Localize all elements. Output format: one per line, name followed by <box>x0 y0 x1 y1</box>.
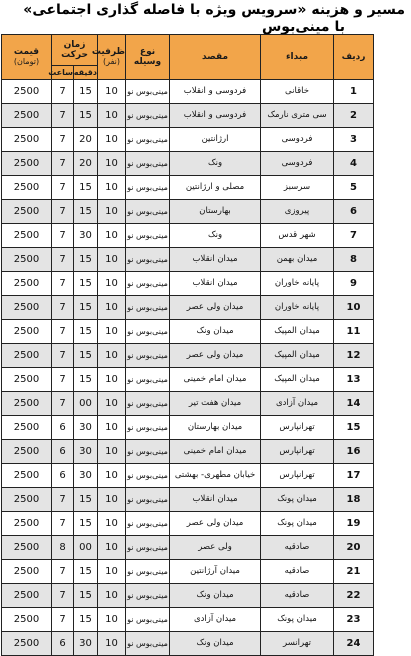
row-capacity: 10 <box>98 440 126 464</box>
row-price: 2500 <box>2 392 52 416</box>
row-number: 22 <box>334 584 374 608</box>
row-number: 3 <box>334 128 374 152</box>
row-maghsad: میدان انقلاب <box>170 272 261 296</box>
row-mabda: صادقیه <box>261 560 334 584</box>
row-price: 2500 <box>2 80 52 104</box>
row-hour: 7 <box>52 560 74 584</box>
header-time: زمان حرکت <box>52 35 98 66</box>
table-row <box>2 104 374 128</box>
row-capacity: 10 <box>98 104 126 128</box>
row-hour: 6 <box>52 416 74 440</box>
row-price: 2500 <box>2 296 52 320</box>
row-mabda: میدان المپیک <box>261 344 334 368</box>
header-minute: دقیقه <box>74 66 98 80</box>
row-minute: 30 <box>74 464 98 488</box>
table-row <box>2 248 374 272</box>
table-row <box>2 560 374 584</box>
row-vehicle: مینی‌بوس نو <box>126 152 170 176</box>
header-mabda: مبداء <box>261 35 334 80</box>
row-minute: 00 <box>74 536 98 560</box>
table-row <box>2 152 374 176</box>
row-hour: 7 <box>52 296 74 320</box>
row-price: 2500 <box>2 488 52 512</box>
row-maghsad: میدان ولی عصر <box>170 344 261 368</box>
row-price: 2500 <box>2 632 52 656</box>
row-minute: 20 <box>74 152 98 176</box>
header-price <box>2 35 52 80</box>
row-maghsad: میدان ونک <box>170 632 261 656</box>
row-price: 2500 <box>2 464 52 488</box>
table-row <box>2 512 374 536</box>
row-capacity: 10 <box>98 416 126 440</box>
row-hour: 7 <box>52 512 74 536</box>
row-capacity: 10 <box>98 320 126 344</box>
row-minute: 15 <box>74 104 98 128</box>
title-line-2: با مینی‌بوس <box>261 19 345 35</box>
row-mabda: صادقیه <box>261 584 334 608</box>
table-row <box>2 80 374 104</box>
row-capacity: 10 <box>98 200 126 224</box>
row-vehicle: مینی‌بوس نو <box>126 344 170 368</box>
row-minute: 15 <box>74 584 98 608</box>
row-number: 5 <box>334 176 374 200</box>
row-minute: 15 <box>74 200 98 224</box>
row-hour: 7 <box>52 104 74 128</box>
row-mabda: فردوسی <box>261 152 334 176</box>
row-price: 2500 <box>2 248 52 272</box>
row-hour: 6 <box>52 632 74 656</box>
row-mabda: سی متری نارمک <box>261 104 334 128</box>
row-mabda: میدان المپیک <box>261 368 334 392</box>
row-vehicle: مینی‌بوس نو <box>126 416 170 440</box>
row-maghsad: میدان ونک <box>170 584 261 608</box>
header-capacity-unit: (نفر) <box>103 57 120 66</box>
row-vehicle: مینی‌بوس نو <box>126 584 170 608</box>
row-number: 1 <box>334 80 374 104</box>
row-vehicle: مینی‌بوس نو <box>126 488 170 512</box>
row-hour: 7 <box>52 488 74 512</box>
row-vehicle: مینی‌بوس نو <box>126 104 170 128</box>
row-number: 13 <box>334 368 374 392</box>
table-row <box>2 488 374 512</box>
row-mabda: میدان پونک <box>261 512 334 536</box>
header-price-unit: (تومان) <box>13 57 40 66</box>
row-mabda: فردوسی <box>261 128 334 152</box>
row-vehicle: مینی‌بوس نو <box>126 608 170 632</box>
row-minute: 15 <box>74 560 98 584</box>
row-hour: 7 <box>52 368 74 392</box>
row-maghsad: ونک <box>170 224 261 248</box>
row-price: 2500 <box>2 560 52 584</box>
document-title <box>0 0 411 34</box>
row-price: 2500 <box>2 512 52 536</box>
row-capacity: 10 <box>98 536 126 560</box>
row-maghsad: ارژانتین <box>170 128 261 152</box>
title-line-1: مسیر و هزینه «سرویس ویژه با فاصله گذاری اجتماعی» <box>23 2 405 18</box>
header-vehicle: نوع وسیله <box>126 35 170 80</box>
row-mabda: تهرانپارس <box>261 416 334 440</box>
header-radif: ردیف <box>334 35 374 80</box>
table-row <box>2 392 374 416</box>
row-maghsad: میدان ونک <box>170 320 261 344</box>
row-price: 2500 <box>2 224 52 248</box>
row-maghsad: میدان بهارستان <box>170 416 261 440</box>
row-vehicle: مینی‌بوس نو <box>126 128 170 152</box>
table-row <box>2 368 374 392</box>
row-hour: 7 <box>52 176 74 200</box>
row-vehicle: مینی‌بوس نو <box>126 224 170 248</box>
row-mabda: صادقیه <box>261 536 334 560</box>
row-price: 2500 <box>2 368 52 392</box>
row-mabda: میدان المپیک <box>261 320 334 344</box>
row-price: 2500 <box>2 608 52 632</box>
row-number: 24 <box>334 632 374 656</box>
row-capacity: 10 <box>98 392 126 416</box>
row-vehicle: مینی‌بوس نو <box>126 272 170 296</box>
row-maghsad: فردوسی و انقلاب <box>170 80 261 104</box>
row-number: 19 <box>334 512 374 536</box>
table-row <box>2 128 374 152</box>
row-minute: 15 <box>74 296 98 320</box>
row-capacity: 10 <box>98 488 126 512</box>
row-vehicle: مینی‌بوس نو <box>126 320 170 344</box>
row-minute: 15 <box>74 176 98 200</box>
row-vehicle: مینی‌بوس نو <box>126 440 170 464</box>
row-vehicle: مینی‌بوس نو <box>126 392 170 416</box>
row-hour: 8 <box>52 536 74 560</box>
row-hour: 6 <box>52 440 74 464</box>
row-number: 8 <box>334 248 374 272</box>
row-minute: 15 <box>74 368 98 392</box>
row-vehicle: مینی‌بوس نو <box>126 248 170 272</box>
row-price: 2500 <box>2 152 52 176</box>
row-vehicle: مینی‌بوس نو <box>126 296 170 320</box>
row-mabda: پایانه خاوران <box>261 296 334 320</box>
row-capacity: 10 <box>98 248 126 272</box>
row-maghsad: میدان ولی عصر <box>170 512 261 536</box>
row-capacity: 10 <box>98 632 126 656</box>
row-minute: 15 <box>74 512 98 536</box>
row-number: 16 <box>334 440 374 464</box>
row-maghsad: میدان انقلاب <box>170 488 261 512</box>
row-capacity: 10 <box>98 80 126 104</box>
row-capacity: 10 <box>98 176 126 200</box>
row-hour: 7 <box>52 584 74 608</box>
row-number: 18 <box>334 488 374 512</box>
row-capacity: 10 <box>98 368 126 392</box>
row-mabda: تهرانسر <box>261 632 334 656</box>
row-price: 2500 <box>2 584 52 608</box>
row-price: 2500 <box>2 536 52 560</box>
row-hour: 7 <box>52 392 74 416</box>
table-row <box>2 440 374 464</box>
table-row <box>2 272 374 296</box>
row-price: 2500 <box>2 200 52 224</box>
row-mabda: میدان پونک <box>261 488 334 512</box>
row-price: 2500 <box>2 176 52 200</box>
row-number: 17 <box>334 464 374 488</box>
row-maghsad: میدان آزادی <box>170 608 261 632</box>
row-maghsad: میدان هفت تیر <box>170 392 261 416</box>
row-mabda: میدان پونک <box>261 608 334 632</box>
row-number: 20 <box>334 536 374 560</box>
row-number: 14 <box>334 392 374 416</box>
row-mabda: میدان بهمن <box>261 248 334 272</box>
row-maghsad: ونک <box>170 152 261 176</box>
table-row <box>2 608 374 632</box>
table-row <box>2 296 374 320</box>
row-capacity: 10 <box>98 560 126 584</box>
row-maghsad: مصلی و ارژانتین <box>170 176 261 200</box>
row-vehicle: مینی‌بوس نو <box>126 536 170 560</box>
row-price: 2500 <box>2 272 52 296</box>
row-hour: 7 <box>52 248 74 272</box>
row-vehicle: مینی‌بوس نو <box>126 200 170 224</box>
row-capacity: 10 <box>98 584 126 608</box>
row-mabda: تهرانپارس <box>261 464 334 488</box>
row-mabda: پیروزی <box>261 200 334 224</box>
row-number: 4 <box>334 152 374 176</box>
row-number: 21 <box>334 560 374 584</box>
header-capacity <box>91 35 126 80</box>
row-capacity: 10 <box>98 464 126 488</box>
row-minute: 20 <box>74 128 98 152</box>
row-maghsad: فردوسی و انقلاب <box>170 104 261 128</box>
row-hour: 6 <box>52 464 74 488</box>
row-minute: 00 <box>74 392 98 416</box>
row-minute: 15 <box>74 80 98 104</box>
row-capacity: 10 <box>98 152 126 176</box>
header-capacity-label: ظرفیت <box>91 47 126 57</box>
row-hour: 7 <box>52 320 74 344</box>
row-capacity: 10 <box>98 272 126 296</box>
row-number: 10 <box>334 296 374 320</box>
row-vehicle: مینی‌بوس نو <box>126 176 170 200</box>
row-mabda: پایانه خاوران <box>261 272 334 296</box>
row-capacity: 10 <box>98 344 126 368</box>
row-number: 11 <box>334 320 374 344</box>
row-maghsad: خیابان مطهری- بهشتی <box>170 464 261 488</box>
row-vehicle: مینی‌بوس نو <box>126 80 170 104</box>
row-maghsad: بهارستان <box>170 200 261 224</box>
row-hour: 7 <box>52 272 74 296</box>
row-hour: 7 <box>52 128 74 152</box>
row-number: 6 <box>334 200 374 224</box>
row-capacity: 10 <box>98 296 126 320</box>
header-maghsad: مقصد <box>170 35 261 80</box>
row-minute: 30 <box>74 440 98 464</box>
row-minute: 15 <box>74 608 98 632</box>
row-price: 2500 <box>2 440 52 464</box>
row-minute: 30 <box>74 224 98 248</box>
row-minute: 15 <box>74 344 98 368</box>
table-row <box>2 200 374 224</box>
row-maghsad: میدان انقلاب <box>170 248 261 272</box>
row-minute: 15 <box>74 248 98 272</box>
header-price-label: قیمت <box>13 47 40 57</box>
row-maghsad: میدان ولی عصر <box>170 296 261 320</box>
row-hour: 7 <box>52 224 74 248</box>
row-number: 12 <box>334 344 374 368</box>
row-vehicle: مینی‌بوس نو <box>126 512 170 536</box>
row-hour: 7 <box>52 80 74 104</box>
row-vehicle: مینی‌بوس نو <box>126 632 170 656</box>
row-minute: 15 <box>74 272 98 296</box>
row-maghsad: میدان آرژانتین <box>170 560 261 584</box>
table-row <box>2 416 374 440</box>
row-minute: 15 <box>74 320 98 344</box>
table-row <box>2 344 374 368</box>
row-number: 9 <box>334 272 374 296</box>
row-hour: 7 <box>52 608 74 632</box>
row-mabda: میدان آزادی <box>261 392 334 416</box>
table-row <box>2 464 374 488</box>
row-mabda: خاقانی <box>261 80 334 104</box>
schedule-table <box>1 34 374 656</box>
table-row <box>2 176 374 200</box>
row-vehicle: مینی‌بوس نو <box>126 464 170 488</box>
table-row <box>2 224 374 248</box>
row-maghsad: میدان امام خمینی <box>170 440 261 464</box>
row-maghsad: میدان امام خمینی <box>170 368 261 392</box>
row-minute: 15 <box>74 488 98 512</box>
row-mabda: سرسبز <box>261 176 334 200</box>
row-price: 2500 <box>2 104 52 128</box>
row-vehicle: مینی‌بوس نو <box>126 368 170 392</box>
row-capacity: 10 <box>98 608 126 632</box>
row-number: 23 <box>334 608 374 632</box>
row-number: 2 <box>334 104 374 128</box>
table-row <box>2 632 374 656</box>
table-row <box>2 536 374 560</box>
row-price: 2500 <box>2 320 52 344</box>
row-price: 2500 <box>2 128 52 152</box>
row-mabda: تهرانپارس <box>261 440 334 464</box>
row-price: 2500 <box>2 416 52 440</box>
row-number: 15 <box>334 416 374 440</box>
header-hour: ساعت <box>52 66 74 80</box>
row-capacity: 10 <box>98 224 126 248</box>
row-price: 2500 <box>2 344 52 368</box>
table-row <box>2 584 374 608</box>
row-vehicle: مینی‌بوس نو <box>126 560 170 584</box>
row-capacity: 10 <box>98 128 126 152</box>
table-row <box>2 320 374 344</box>
row-number: 7 <box>334 224 374 248</box>
row-hour: 7 <box>52 152 74 176</box>
row-minute: 30 <box>74 632 98 656</box>
row-hour: 7 <box>52 200 74 224</box>
row-minute: 30 <box>74 416 98 440</box>
row-capacity: 10 <box>98 512 126 536</box>
row-mabda: شهر قدس <box>261 224 334 248</box>
row-hour: 7 <box>52 344 74 368</box>
row-maghsad: ولی عصر <box>170 536 261 560</box>
